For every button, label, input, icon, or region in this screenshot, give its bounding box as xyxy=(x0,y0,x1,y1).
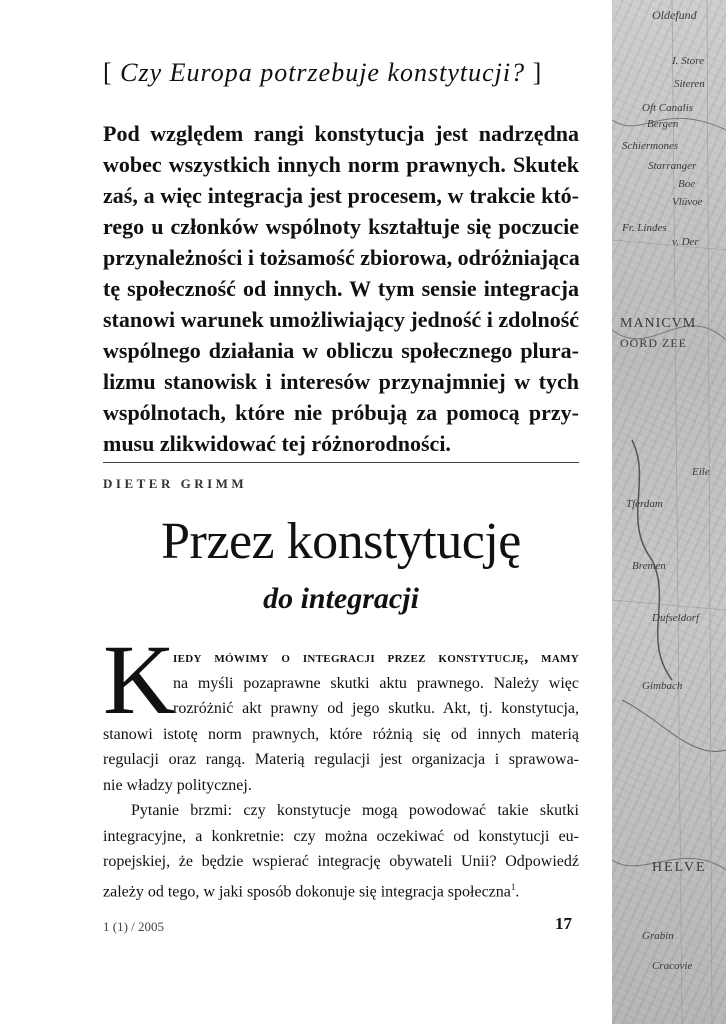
sentence-end: . xyxy=(515,882,520,900)
map-label: MANICVM xyxy=(620,316,697,331)
quote-line: wobec wszystkich innych norm prawnych. Skutek xyxy=(103,152,579,177)
quote-line: zaś, a więc integracja jest procesem, w trakcie któ- xyxy=(103,183,579,208)
map-label: I. Store xyxy=(672,55,704,67)
paragraph-2 xyxy=(103,798,579,904)
epigraph-quote xyxy=(103,118,579,459)
paragraph-line: stanowi istotę norm prawnych, które różnią się od innych materią xyxy=(103,725,579,743)
map-label: HELVE xyxy=(652,860,707,875)
map-label: Boe xyxy=(678,178,696,190)
map-label: Siteren xyxy=(674,78,705,90)
map-label: Oldefund xyxy=(652,8,697,22)
paragraph-line-final xyxy=(103,875,579,905)
map-label: Starranger xyxy=(648,160,697,172)
map-illustration xyxy=(612,0,726,1024)
quote-line: musu zlikwidować tej różnorodności. xyxy=(103,431,451,456)
quote-line: wspólnego działania w obliczu społecznego plura- xyxy=(103,338,579,363)
paragraph-line: rozróżnić akt prawny od jego skutku. Akt, tj. konstytucja, xyxy=(173,700,579,717)
paragraph-line: Pytanie brzmi: czy konstytucje mogą powodować takie skutki xyxy=(131,802,579,819)
bracket-open: [ xyxy=(103,58,113,87)
paragraph-line: regulacji oraz rangą. Materią regulacji jest organizacja i sprawowa- xyxy=(103,751,579,768)
map-label: Cracovie xyxy=(652,960,693,972)
map-label: Bremen xyxy=(632,560,666,572)
bracket-close: ] xyxy=(532,58,543,87)
map-label: Schiermones xyxy=(622,140,679,152)
quote-line: przynależności i tożsamość zbiorowa, odróżniająca xyxy=(103,245,580,270)
quote-line: lizmu stanowisk i interesów przynajmniej w tych xyxy=(103,369,579,394)
quote-line: wspólnotach, które nie próbują za pomocą przy- xyxy=(103,400,579,425)
quote-line: stanowi warunek umożliwiający jedność i zdolność xyxy=(103,307,580,332)
map-label: Fr. Lindes xyxy=(622,222,667,234)
map-label: Vlüvoe xyxy=(672,196,703,208)
paragraph-line: na myśli pozaprawne skutki aktu prawnego. Należy więc xyxy=(173,674,579,692)
map-label: Oft Canalis xyxy=(642,102,694,114)
drop-cap: K xyxy=(103,624,176,735)
map-label: Gimbach xyxy=(642,680,683,692)
paragraph-1 xyxy=(103,645,579,798)
paragraph-line: nie władzy politycznej. xyxy=(103,776,252,794)
article-subtitle: do integracji xyxy=(263,582,419,615)
issue-info: 1 (1) / 2005 xyxy=(103,919,165,934)
map-label: v. Der xyxy=(672,236,699,248)
page-number: 17 xyxy=(555,914,572,933)
quote-line: Pod względem rangi konstytucja jest nadrzędna xyxy=(103,121,579,146)
footnote-marker[interactable]: 1 xyxy=(510,881,516,892)
map-label: Grabin xyxy=(642,930,674,942)
map-label: OORD ZEE xyxy=(620,336,687,350)
quote-heading-text: Czy Europa potrzebuje konstytucji? xyxy=(120,58,526,87)
paragraph-line-text: zależy od tego, w jaki sposób dokonuje się integracja społeczna xyxy=(103,882,511,900)
quote-author: DIETER GRIMM xyxy=(103,476,248,491)
quote-line: rego u członków wspólnoty kształtuje się poczucie xyxy=(103,214,579,239)
lead-in-text: iedy mówimy o integracji przez konstytucję, mamy xyxy=(173,649,579,666)
paragraph-line: integracyjne, a konkretnie: czy można oczekiwać od konstytucji eu- xyxy=(103,827,579,845)
map-label: Eile xyxy=(692,466,710,478)
article-title: Przez konstytucję xyxy=(161,513,521,570)
paragraph-line: ropejskiej, że będzie wspierać integrację obywateli Unii? Odpowiedź xyxy=(103,853,579,870)
map-label: Bergen xyxy=(647,118,679,130)
quote-heading xyxy=(103,58,583,88)
map-label: Tferdam xyxy=(626,498,663,510)
divider-rule xyxy=(103,462,579,463)
quote-line: tę społeczność od innych. W tym sensie integracja xyxy=(103,276,579,301)
map-label: Dufseldorf xyxy=(652,612,700,624)
